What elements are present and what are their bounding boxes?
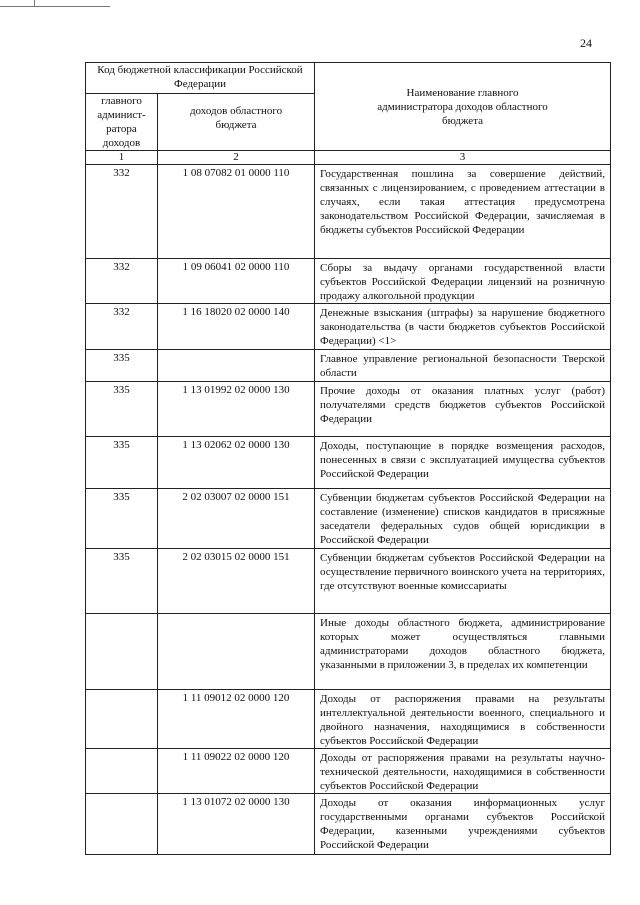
header-name-text: Наименование главного администратора доходов областного бюджета: [377, 86, 548, 127]
revenue-name-cell: Доходы от распоряжения правами на результаты научно-технической деятельности, находящимися в собственности субъектов Российской Федерации: [315, 749, 611, 794]
revenue-code-cell: 2 02 03007 02 0000 151: [158, 489, 315, 549]
admin-code-cell: 335: [86, 549, 158, 614]
header-code-title: [158, 94, 315, 151]
revenue-code-cell: 1 09 06041 02 0000 110: [158, 259, 315, 304]
admin-code-cell: 335: [86, 382, 158, 437]
column-number-1: 1: [86, 151, 158, 165]
page-number: 24: [580, 36, 592, 50]
revenue-name-cell: Прочие доходы от оказания платных услуг (работ) получателями средств бюджетов субъектов Российской Федерации: [315, 382, 611, 437]
revenue-code-cell: 1 11 09022 02 0000 120: [158, 749, 315, 794]
header-admin-title: [86, 94, 158, 151]
admin-code-cell: 335: [86, 437, 158, 489]
revenue-code-cell: 2 02 03015 02 0000 151: [158, 549, 315, 614]
column-numbers-row: [86, 151, 611, 165]
scan-artifact: [0, 0, 110, 7]
admin-code-cell: [86, 794, 158, 855]
revenue-name-cell: Доходы от распоряжения правами на результаты интеллектуальной деятельности военного, специального и двойного назначения, находящимися в собственности субъектов Российской Федерации: [315, 690, 611, 749]
revenue-name-cell: Иные доходы областного бюджета, администрирование которых может осуществляться главными администраторами доходов областного бюджета, указанными в приложении 3, в пределах их компетенции: [315, 614, 611, 690]
table-row: [86, 690, 611, 749]
table-row: [86, 489, 611, 549]
column-number-3: 3: [315, 151, 611, 165]
admin-code-cell: 332: [86, 165, 158, 259]
admin-code-cell: 335: [86, 489, 158, 549]
revenue-code-cell: 1 13 02062 02 0000 130: [158, 437, 315, 489]
table-row: [86, 549, 611, 614]
budget-classification-table: [85, 62, 611, 855]
header-group-title: Код бюджетной классификации Российской Федерации: [86, 63, 315, 94]
revenue-code-cell: [158, 350, 315, 382]
table-body: [86, 165, 611, 855]
table-row: [86, 165, 611, 259]
revenue-code-cell: 1 13 01992 02 0000 130: [158, 382, 315, 437]
revenue-name-cell: Денежные взыскания (штрафы) за нарушение бюджетного законодательства (в части бюджетов субъектов Российской Федерации) <1>: [315, 304, 611, 350]
admin-code-cell: [86, 749, 158, 794]
table-row: [86, 350, 611, 382]
revenue-name-cell: Доходы от оказания информационных услуг государственными органами субъектов Российской Федерации, казенными учреждениями субъектов Российской Федерации: [315, 794, 611, 855]
revenue-name-cell: Субвенции бюджетам субъектов Российской Федерации на осуществление первичного воинского учета на территориях, где отсутствуют военные комиссариаты: [315, 549, 611, 614]
revenue-code-cell: 1 16 18020 02 0000 140: [158, 304, 315, 350]
header-name-title: [315, 63, 611, 151]
revenue-code-cell: [158, 614, 315, 690]
table-row: [86, 614, 611, 690]
revenue-name-cell: Сборы за выдачу органами государственной власти субъектов Российской Федерации лицензий на розничную продажу алкогольной продукции: [315, 259, 611, 304]
revenue-code-cell: 1 11 09012 02 0000 120: [158, 690, 315, 749]
table-row: [86, 437, 611, 489]
table-row: [86, 382, 611, 437]
table-row: [86, 749, 611, 794]
admin-code-cell: [86, 690, 158, 749]
admin-code-cell: 332: [86, 259, 158, 304]
revenue-name-cell: Главное управление региональной безопасности Тверской области: [315, 350, 611, 382]
revenue-code-cell: 1 13 01072 02 0000 130: [158, 794, 315, 855]
header-admin-text: главного админист-ратора доходов: [97, 95, 146, 149]
revenue-name-cell: Государственная пошлина за совершение действий, связанных с лицензированием, с проведением аттестации в случаях, если такая аттестация предусмотрена законодательством Российской Федерации, зачисляемая в бюджеты субъектов Российской Федерации: [315, 165, 611, 259]
column-number-2: 2: [158, 151, 315, 165]
table-row: [86, 304, 611, 350]
table-row: [86, 794, 611, 855]
admin-code-cell: 335: [86, 350, 158, 382]
admin-code-cell: [86, 614, 158, 690]
revenue-code-cell: 1 08 07082 01 0000 110: [158, 165, 315, 259]
table-row: [86, 259, 611, 304]
admin-code-cell: 332: [86, 304, 158, 350]
header-code-text: доходов областного бюджета: [189, 105, 283, 131]
revenue-name-cell: Доходы, поступающие в порядке возмещения расходов, понесенных в связи с эксплуатацией имущества субъектов Российской Федерации: [315, 437, 611, 489]
revenue-name-cell: Субвенции бюджетам субъектов Российской Федерации на составление (изменение) списков кандидатов в присяжные заседатели федеральных судов общей юрисдикции в Российской Федерации: [315, 489, 611, 549]
